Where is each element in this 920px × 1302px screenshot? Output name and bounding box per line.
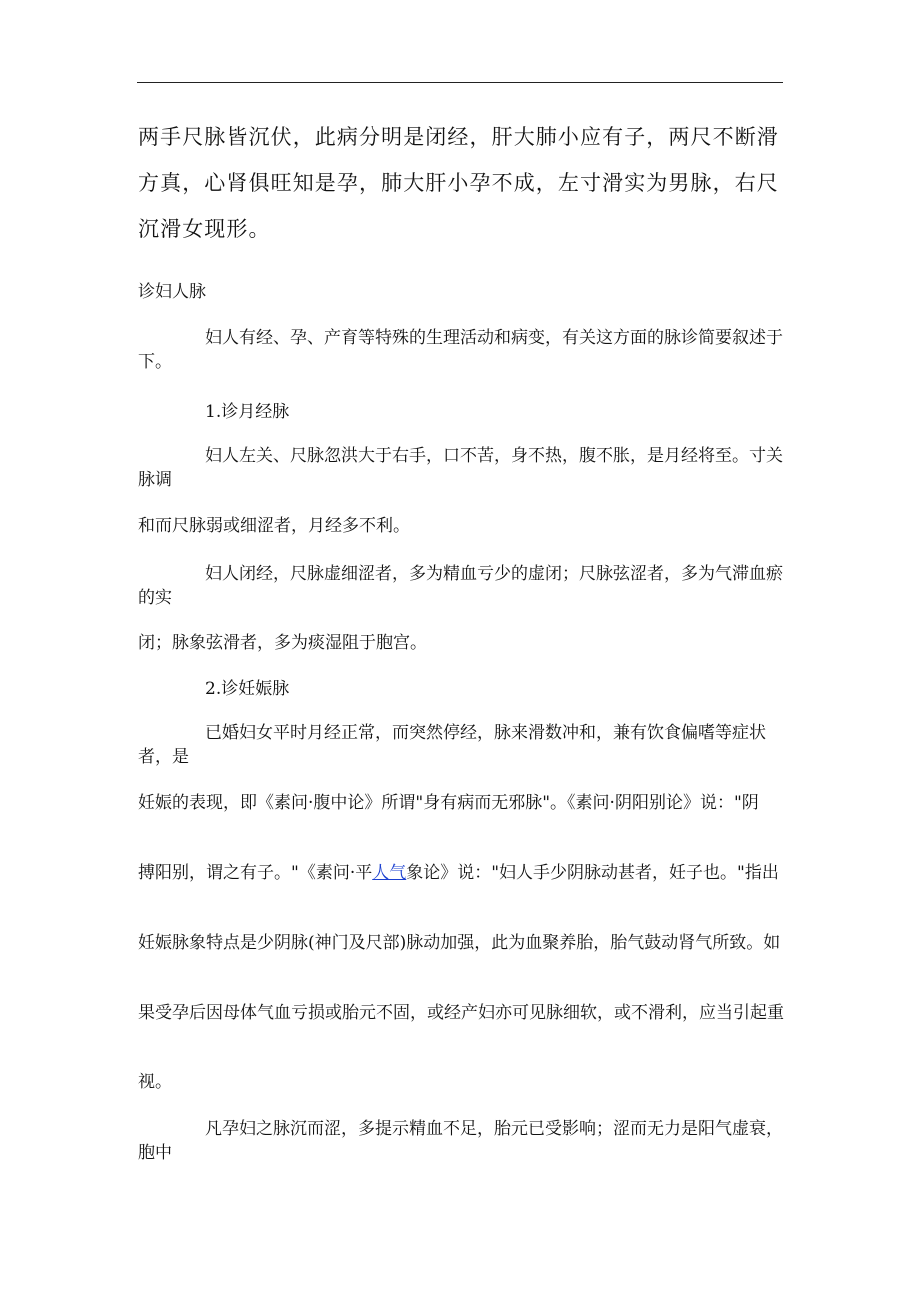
text-segment: 搏阳别，谓之有子。"《素问·平	[138, 863, 373, 883]
paragraph-pregnancy-3	[138, 861, 788, 885]
header-rule	[137, 82, 783, 83]
heading-pregnancy-pulse: 2.诊妊娠脉	[205, 679, 290, 699]
paragraph-menstrual-1: 妇人左关、尺脉忽洪大于右手，口不苦，身不热，腹不胀，是月经将至。寸关脉调	[138, 446, 783, 490]
paragraph-menstrual-1-cont: 和而尺脉弱或细涩者，月经多不利。	[138, 516, 410, 536]
link-renqi[interactable]: 人气	[372, 863, 407, 883]
paragraph-pregnancy-5: 果受孕后因母体气血亏损或胎元不固，或经产妇亦可见脉细软，或不滑利，应当引起重	[138, 1003, 784, 1023]
paragraph-pregnancy-4: 妊娠脉象特点是少阴脉(神门及尺部)脉动加强，此为血聚养胎，胎气鼓动肾气所致。如	[138, 933, 781, 953]
text-segment: 象论》说："妇人手少阴脉动甚者，妊子也。"指出	[406, 863, 779, 883]
paragraph-pregnancy-2: 妊娠的表现，即《素问·腹中论》所谓"身有病而无邪脉"。《素问·阴阳别论》说："阴	[138, 793, 759, 813]
heading-menstrual-pulse: 1.诊月经脉	[205, 402, 290, 422]
section-title: 诊妇人脉	[138, 282, 206, 302]
intro-paragraph: 两手尺脉皆沉伏，此病分明是闭经，肝大肺小应有子，两尺不断滑方真，心肾俱旺知是孕，肺大肝小孕不成，左寸滑实为男脉，右尺沉滑女现形。	[138, 125, 779, 241]
paragraph-amenorrhea: 妇人闭经，尺脉虚细涩者，多为精血亏少的虚闭；尺脉弦涩者，多为气滞血瘀的实	[138, 564, 783, 608]
paragraph-pregnancy-1: 已婚妇女平时月经正常，而突然停经，脉来滑数冲和，兼有饮食偏嗜等症状者，是	[138, 723, 766, 767]
paragraph-amenorrhea-cont: 闭；脉象弦滑者，多为痰湿阻于胞宫。	[138, 633, 427, 653]
paragraph-pregnancy-6: 视。	[138, 1072, 172, 1092]
paragraph-intro-women-pulse: 妇人有经、孕、产育等特殊的生理活动和病变，有关这方面的脉诊简要叙述于下。	[138, 328, 783, 372]
paragraph-pregnant-pulse: 凡孕妇之脉沉而涩，多提示精血不足，胎元已受影响；涩而无力是阳气虚衰，胞中	[138, 1119, 783, 1163]
